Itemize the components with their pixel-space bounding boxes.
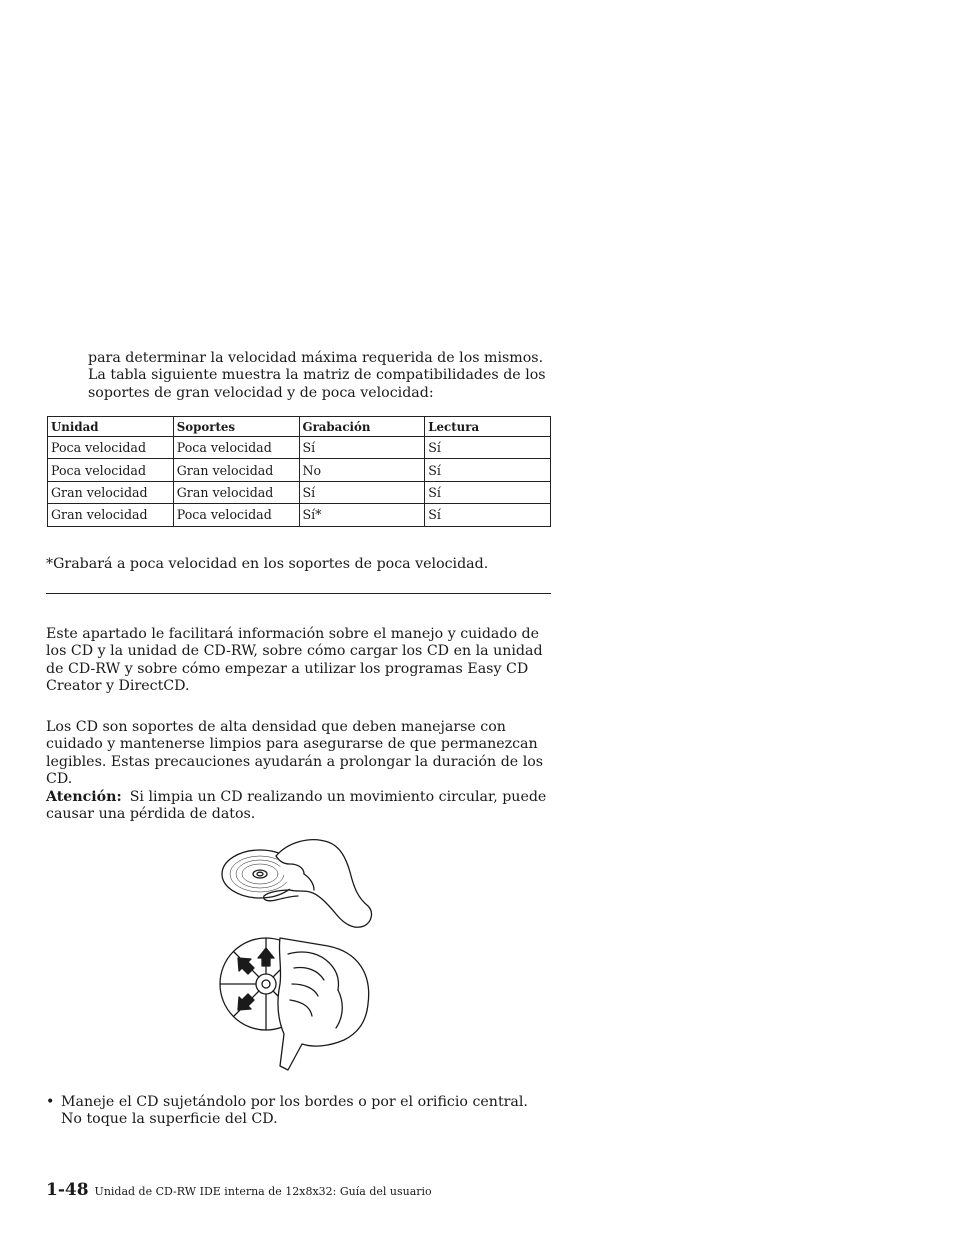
table-cell: Sí [425, 437, 551, 459]
table-row [48, 459, 551, 481]
table-cell: Sí [299, 481, 425, 503]
table-cell: Sí [425, 459, 551, 481]
table-footnote: *Grabará a poca velocidad en los soportes de poca velocidad. [46, 556, 489, 572]
header-unidad: Unidad [48, 417, 174, 437]
attention-label: Atención: [46, 789, 122, 805]
table-row [48, 504, 551, 526]
hand-holding-cd-icon [222, 840, 371, 928]
table-cell: Poca velocidad [48, 459, 174, 481]
table-cell: Sí* [299, 504, 425, 526]
attention-notice [46, 789, 551, 824]
intro-paragraph: para determinar la velocidad máxima requerida de los mismos. La tabla siguiente muestra la matriz de compatibilidades de los soportes de gran velocidad y de poca velocidad: [88, 350, 546, 401]
header-lectura: Lectura [425, 417, 551, 437]
compatibility-table [47, 416, 551, 527]
attention-text: Si limpia un CD realizando un movimiento circular, puede causar una pérdida de datos. [46, 789, 547, 823]
table-cell: Sí [425, 481, 551, 503]
table-cell: Poca velocidad [48, 437, 174, 459]
header-soportes: Soportes [173, 417, 299, 437]
table-cell: Sí [299, 437, 425, 459]
footer-title: Unidad de CD-RW IDE interna de 12x8x32: Guía del usuario [94, 1185, 432, 1198]
table-row [48, 437, 551, 459]
table-cell: Gran velocidad [48, 504, 174, 526]
header-grabacion: Grabación [299, 417, 425, 437]
bullet-marker: • [46, 1094, 55, 1110]
section-intro-paragraph: Este apartado le facilitará información sobre el manejo y cuidado de los CD y la unidad de CD-RW, sobre cómo cargar los CD en la unidad de CD-RW y sobre cómo empezar a utilizar los programas Easy CD Creator y DirectCD. [46, 626, 543, 695]
table-cell: Gran velocidad [48, 481, 174, 503]
table-cell: Sí [425, 504, 551, 526]
page-number: 1-48 [46, 1180, 89, 1200]
table-cell: Gran velocidad [173, 481, 299, 503]
table-cell: Gran velocidad [173, 459, 299, 481]
table-header-row [48, 417, 551, 437]
bullet-list [46, 1094, 551, 1129]
table-cell: Poca velocidad [173, 437, 299, 459]
care-paragraph: Los CD son soportes de alta densidad que deben manejarse con cuidado y mantenerse limpios para asegurarse de que permanezcan legibles. Estas precauciones ayudarán a prolongar la duración de los CD. [46, 719, 544, 788]
section-divider [46, 593, 551, 594]
table-row [48, 481, 551, 503]
table-cell: No [299, 459, 425, 481]
page-footer [46, 1180, 566, 1200]
list-item: Maneje el CD sujetándolo por los bordes o por el orificio central. No toque la superficie del CD. [61, 1094, 528, 1128]
cd-wiping-icon [220, 938, 369, 1070]
cd-handling-illustration [218, 834, 378, 1074]
table-cell: Poca velocidad [173, 504, 299, 526]
